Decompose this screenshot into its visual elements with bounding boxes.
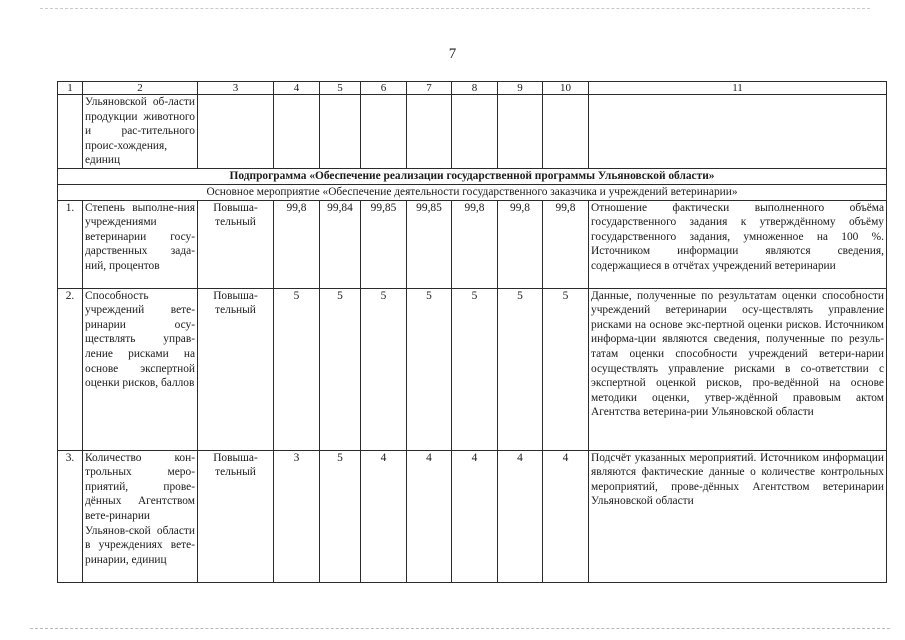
value-cell: 4 [361,450,407,582]
value-cell: 5 [407,288,452,450]
indicator-type: Повыша-тельный [198,200,274,288]
column-header: 10 [543,82,589,95]
type-cell [198,95,274,169]
indicator-type: Повыша-тельный [198,450,274,582]
value-cell: 99,85 [361,200,407,288]
column-header: 7 [407,82,452,95]
value-cell: 99,84 [320,200,361,288]
row-number: 2. [58,288,83,450]
indicator-name: Способность учреждений вете-ринарии осу-ществлять управ-ление рисками на основе экспертной оценки рисков, баллов [83,288,198,450]
value-cell: 5 [452,288,498,450]
value-cell: 3 [274,450,320,582]
column-header: 1 [58,82,83,95]
value-cell: 99,8 [452,200,498,288]
column-header: 8 [452,82,498,95]
indicator-name-cell: Ульяновской об-ласти продукции животного и рас-тительного проис-хождения, единиц [83,95,198,169]
value-cell: 5 [543,288,589,450]
value-cell [320,95,361,169]
note-cell: Отношение фактически выполненного объёма государственного задания к утверждённому объёму государственного задания, умноженное на 100 %. Источником информации являются сведения, содержащиеся в отчётах учреждений ветеринарии [589,200,887,288]
value-cell: 99,85 [407,200,452,288]
table-row [58,450,887,582]
scan-artifact-top [40,8,870,10]
value-cell: 4 [452,450,498,582]
column-header: 11 [589,82,887,95]
value-cell [498,95,543,169]
page-number: 7 [448,46,457,62]
value-cell: 4 [543,450,589,582]
subprogram-row [58,169,887,185]
value-cell: 5 [320,450,361,582]
row-number: 3. [58,450,83,582]
note-cell [589,95,887,169]
main-activity-row [58,185,887,201]
row-number: 1. [58,200,83,288]
indicator-name: Количество кон-трольных меро-приятий, прове-дённых Агентством вете-ринарии Ульянов-ской области в учреждениях вете-ринарии, единиц [83,450,198,582]
value-cell [407,95,452,169]
note-cell: Данные, полученные по результатам оценки способности учреждений ветеринарии осу-ществлять управление рисками на основе экс-пертной оценки рисков. Источником информа-ции являются сведения, полученные по резуль-татам оценки способности учреждений ветери-нарии осуществлять управление рисками в со-ответствии с экспертной оценкой рисков, про-ведённой на основе методики оценки, утвер-ждённой правовым актом Агентства ветерина-рии Ульяновской области [589,288,887,450]
column-header: 3 [198,82,274,95]
continuation-row [58,95,887,169]
column-header: 9 [498,82,543,95]
column-numbers-row [58,82,887,95]
column-header: 4 [274,82,320,95]
value-cell [543,95,589,169]
table-row [58,288,887,450]
indicator-type: Повыша-тельный [198,288,274,450]
indicator-name: Степень выполне-ния учреждениями ветеринарии госу-дарственных зада-ний, процентов [83,200,198,288]
column-header: 6 [361,82,407,95]
value-cell [452,95,498,169]
table-row [58,200,887,288]
value-cell: 4 [498,450,543,582]
value-cell: 99,8 [274,200,320,288]
value-cell: 99,8 [543,200,589,288]
value-cell: 4 [407,450,452,582]
value-cell [361,95,407,169]
row-number-cell [58,95,83,169]
note-cell: Подсчёт указанных мероприятий. Источником информации являются фактические данные о количестве контрольных мероприятий, прове-дённых Агентством ветеринарии Ульяновской области [589,450,887,582]
value-cell: 5 [498,288,543,450]
column-header: 2 [83,82,198,95]
value-cell [274,95,320,169]
main-activity-title: Основное мероприятие «Обеспечение деятельности государственного заказчика и учреждений ветеринарии» [58,185,887,201]
subprogram-title: Подпрограмма «Обеспечение реализации государственной программы Ульяновской области» [58,169,887,185]
value-cell: 5 [361,288,407,450]
column-header: 5 [320,82,361,95]
value-cell: 5 [320,288,361,450]
value-cell: 99,8 [498,200,543,288]
scan-artifact-bottom [30,628,890,630]
value-cell: 5 [274,288,320,450]
indicators-table [57,81,887,583]
